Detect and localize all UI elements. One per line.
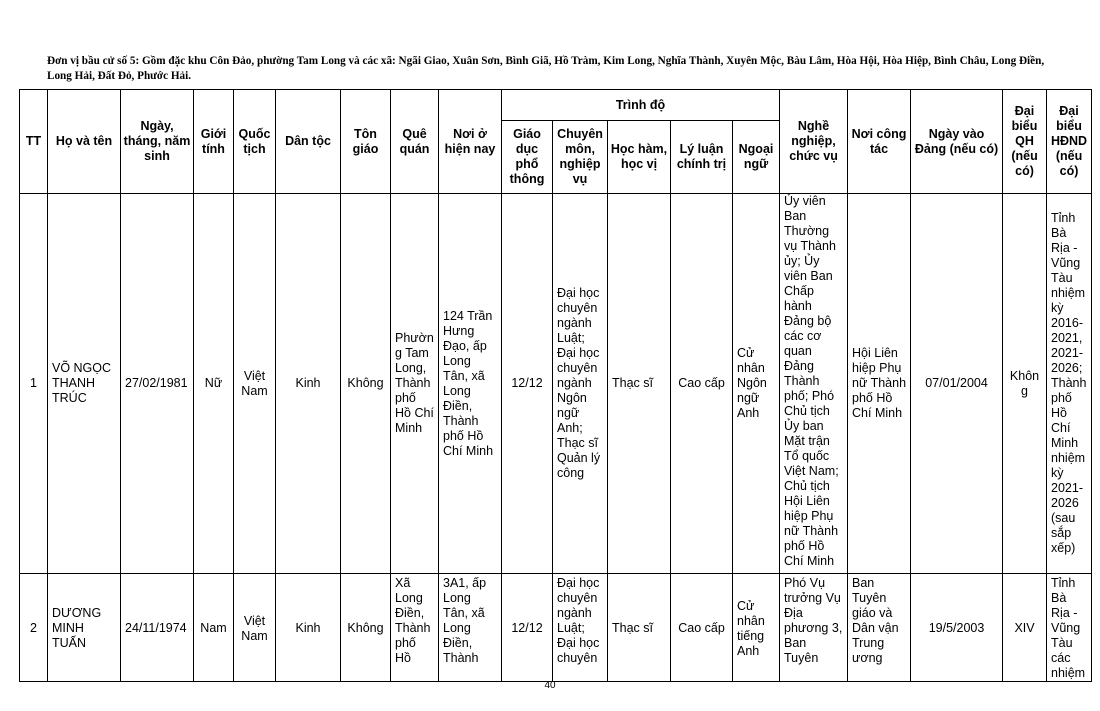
col-language: Ngoại ngữ [733,121,780,194]
col-nationality: Quốc tịch [234,90,276,194]
col-na-delegate: Đại biểu QH (nếu có) [1003,90,1047,194]
cell-party-date: 07/01/2004 [911,194,1003,574]
cell-academic: Thạc sĩ [608,194,671,574]
table-row [20,194,1092,574]
cell-tt: 2 [20,574,48,682]
col-political: Lý luận chính trị [671,121,733,194]
cell-dob: 24/11/1974 [121,574,194,682]
cell-council-delegate: Tỉnh Bà Rịa - Vũng Tàu các nhiệm [1047,574,1092,682]
cell-religion: Không [341,574,391,682]
cell-na-delegate: Không [1003,194,1047,574]
cell-occupation: Phó Vụ trưởng Vụ Địa phương 3, Ban Tuyên [780,574,848,682]
col-academic: Học hàm, học vị [608,121,671,194]
cell-language: Cử nhân tiếng Anh [733,574,780,682]
col-name: Họ và tên [48,90,121,194]
col-education-group: Trình độ [502,90,780,121]
col-general-edu: Giáo dục phổ thông [502,121,553,194]
page-number: 40 [544,680,556,691]
cell-council-delegate: Tỉnh Bà Rịa - Vũng Tàu nhiệm kỳ 2016-2021, 2021-2026; Thành phố Hồ Chí Minh nhiệm kỳ 2021-2026 (sau sắp xếp) [1047,194,1092,574]
cell-workplace: Hội Liên hiệp Phụ nữ Thành phố Hồ Chí Minh [848,194,911,574]
cell-general-edu: 12/12 [502,574,553,682]
cell-nationality: Việt Nam [234,194,276,574]
cell-ethnicity: Kinh [276,574,341,682]
cell-nationality: Việt Nam [234,574,276,682]
col-party-date: Ngày vào Đảng (nếu có) [911,90,1003,194]
cell-professional: Đại học chuyên ngành Luật; Đại học chuyên ngành Ngôn ngữ Anh; Thạc sĩ Quản lý công [553,194,608,574]
cell-party-date: 19/5/2003 [911,574,1003,682]
cell-political: Cao cấp [671,194,733,574]
table-header-row [20,90,1092,121]
cell-residence: 3A1, ấp Long Tân, xã Long Điền, Thành [439,574,502,682]
col-hometown: Quê quán [391,90,439,194]
cell-ethnicity: Kinh [276,194,341,574]
col-residence: Nơi ở hiện nay [439,90,502,194]
cell-gender: Nữ [194,194,234,574]
col-council-delegate: Đại biểu HĐND (nếu có) [1047,90,1092,194]
col-professional: Chuyên môn, nghiệp vụ [553,121,608,194]
cell-tt: 1 [20,194,48,574]
cell-political: Cao cấp [671,574,733,682]
cell-hometown: Phường Tam Long, Thành phố Hồ Chí Minh [391,194,439,574]
col-dob: Ngày, tháng, năm sinh [121,90,194,194]
col-gender: Giới tính [194,90,234,194]
cell-name: VÕ NGỌC THANH TRÚC [48,194,121,574]
col-ethnicity: Dân tộc [276,90,341,194]
cell-academic: Thạc sĩ [608,574,671,682]
cell-language: Cử nhân Ngôn ngữ Anh [733,194,780,574]
col-tt: TT [20,90,48,194]
cell-name: DƯƠNG MINH TUẤN [48,574,121,682]
cell-general-edu: 12/12 [502,194,553,574]
cell-occupation: Ủy viên Ban Thường vụ Thành ủy; Ủy viên Ban Chấp hành Đảng bộ các cơ quan Đảng Thành phố; Phó Chủ tịch Ủy ban Mặt trận Tổ quốc Việt Nam; Chủ tịch Hội Liên hiệp Phụ nữ Thành phố Hồ Chí Minh [780,194,848,574]
cell-residence: 124 Trần Hưng Đạo, ấp Long Tân, xã Long Điền, Thành phố Hồ Chí Minh [439,194,502,574]
cell-professional: Đại học chuyên ngành Luật; Đại học chuyên [553,574,608,682]
cell-gender: Nam [194,574,234,682]
table-row [20,574,1092,682]
col-workplace: Nơi công tác [848,90,911,194]
col-occupation: Nghề nghiệp, chức vụ [780,90,848,194]
cell-workplace: Ban Tuyên giáo và Dân vận Trung ương [848,574,911,682]
col-religion: Tôn giáo [341,90,391,194]
cell-na-delegate: XIV [1003,574,1047,682]
candidate-table [19,89,1092,682]
cell-religion: Không [341,194,391,574]
cell-hometown: Xã Long Điền, Thành phố Hồ [391,574,439,682]
cell-dob: 27/02/1981 [121,194,194,574]
electoral-unit-heading: Đơn vị bầu cử số 5: Gồm đặc khu Côn Đảo, phường Tam Long và các xã: Ngãi Giao, Xuân Sơn, Bình Giã, Hồ Tràm, Kim Long, Nghĩa Thành, Xuyên Mộc, Bàu Lâm, Hòa Hội, Hòa Hiệp, Bình Châu, Long Điền, Long Hải, Đất Đỏ, Phước Hải. [47,55,1045,82]
